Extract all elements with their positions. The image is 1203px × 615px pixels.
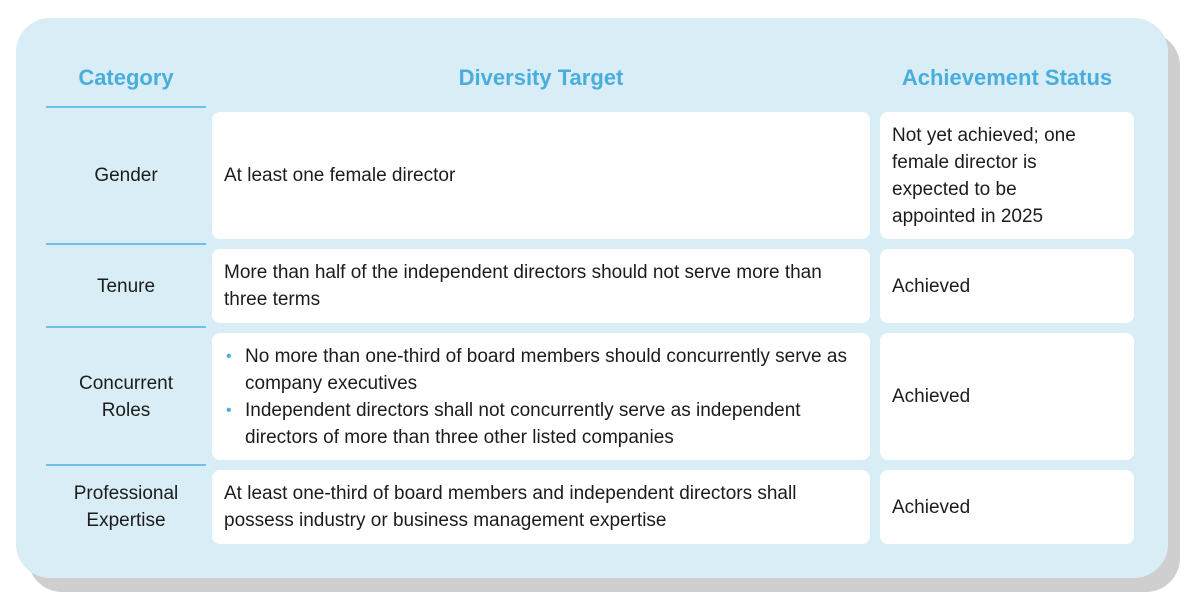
category-separator [46,464,206,466]
target-bullet: • Independent directors shall not concurrently serve as independent directors of more than three other listed companies [224,397,858,451]
status-text: Achieved [892,275,971,297]
target-text: At least one female director [224,165,456,186]
row-tenure-status [880,249,1134,323]
target-bullet-list [224,343,858,451]
row-tenure-target [212,249,870,323]
row-professional-expertise-category: Professional Expertise [73,483,179,531]
row-concurrent-roles-category: Concurrent Roles [79,372,173,421]
row-concurrent-roles-status [880,333,1134,460]
row-tenure-category: Tenure [96,275,156,297]
header-achievement-status: Achievement Status [901,65,1113,90]
row-gender-status [880,112,1134,239]
header-category: Category [78,65,174,90]
row-gender-category: Gender [94,165,158,186]
row-professional-expertise-target [212,470,870,544]
status-text: Not yet achieved; one female director is expected to be appointed in 2025 [892,124,1076,227]
target-text: At least one-third of board members and independent directors shall possess industry or business management expertise [224,483,797,531]
row-gender-target [212,112,870,239]
row-professional-expertise-status [880,470,1134,544]
category-separator [46,326,206,328]
header-diversity-target: Diversity Target [458,65,624,90]
category-separator [46,106,206,108]
target-text: More than half of the independent directors should not serve more than three terms [224,262,822,310]
status-text: Achieved [892,386,971,407]
category-separator [46,243,206,245]
target-bullet: • No more than one-third of board members should concurrently serve as company executives [224,343,858,397]
row-concurrent-roles-target [212,333,870,460]
status-text: Achieved [892,496,971,518]
